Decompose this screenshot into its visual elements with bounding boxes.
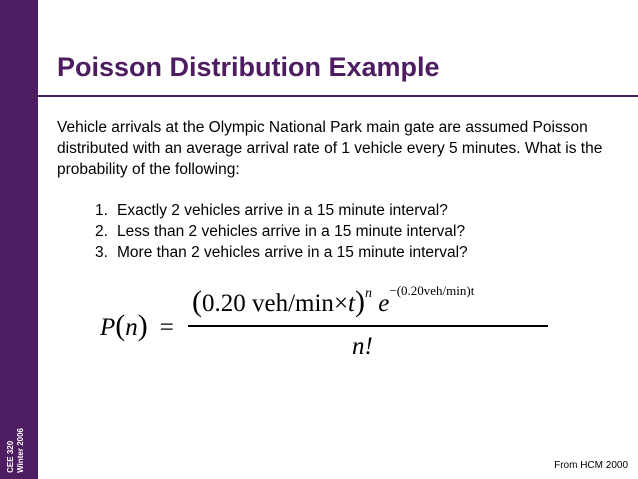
question-text: Exactly 2 vehicles arrive in a 15 minute interval?	[117, 202, 448, 219]
question-number: 1.	[95, 202, 108, 219]
formula-times: ×	[333, 290, 349, 317]
sidebar	[0, 0, 38, 479]
formula-exponent: −(0.20veh/min)t	[389, 283, 475, 298]
course-term: Winter 2006	[16, 428, 25, 473]
poisson-formula	[100, 283, 560, 368]
formula-equals: =	[159, 314, 174, 341]
formula-power: n	[365, 286, 372, 301]
sidebar-course-label	[6, 428, 26, 473]
title-divider	[38, 95, 638, 97]
formula-denominator	[352, 333, 373, 361]
course-code: CEE 320	[6, 440, 15, 473]
problem-statement: Vehicle arrivals at the Olympic National Park main gate are assumed Poisson distributed with an average arrival rate of 1 vehicle every 5 minutes. What is the probability of the following:	[57, 119, 603, 178]
formula-numerator: (0.20 veh/min×t)$^n$ $e^{-(0.20veh/min)t}$	[192, 283, 475, 318]
slide-title: Poisson Distribution Example	[57, 52, 440, 82]
formula-base: e	[378, 290, 390, 317]
formula-function: P	[100, 314, 116, 341]
formula-lhs: P(n) =	[100, 309, 174, 342]
formula-factorial: n!	[352, 333, 373, 360]
question-list	[95, 200, 468, 263]
formula-time-variable: t	[348, 290, 355, 317]
question-number: 3.	[95, 244, 108, 261]
question-text: Less than 2 vehicles arrive in a 15 minute interval?	[117, 223, 466, 240]
fraction-bar	[188, 325, 548, 327]
question-item	[95, 242, 468, 263]
formula-lhs-variable: n	[125, 314, 138, 341]
formula-rate: 0.20 veh/min	[202, 290, 334, 317]
question-text: More than 2 vehicles arrive in a 15 minute interval?	[117, 244, 468, 261]
source-citation: From HCM 2000	[554, 460, 628, 471]
question-number: 2.	[95, 223, 108, 240]
question-item	[95, 221, 468, 242]
question-item	[95, 200, 468, 221]
